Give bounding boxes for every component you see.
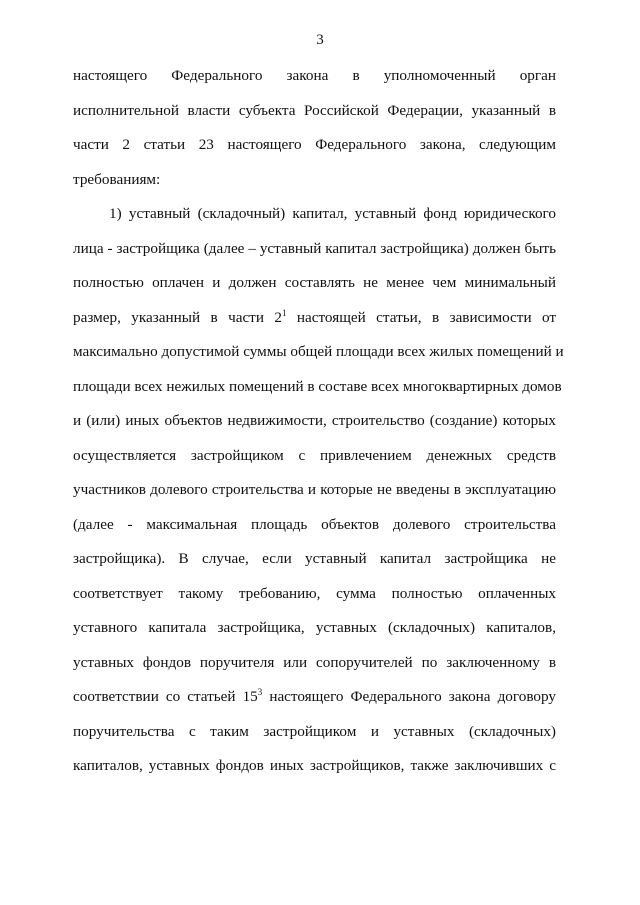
text-line-main: застройщика). В случае, если уставный капитал застройщика не [73, 550, 556, 567]
text-line [73, 409, 556, 444]
text-line-continuation: настоящей статьи, в зависимости от [286, 308, 557, 326]
text-line [73, 513, 556, 548]
text-line-main: требованиям: [73, 170, 161, 188]
text-line-main: площади всех нежилых помещений в составе всех многоквартирных домов [73, 377, 562, 395]
superscript-index: 3 [257, 687, 263, 697]
text-line [73, 685, 556, 720]
text-line [73, 375, 562, 410]
text-line-main: (далее - максимальная площадь объектов долевого строительства [73, 515, 556, 533]
text-line [73, 237, 556, 272]
text-line-main: и (или) иных объектов недвижимости, строительство (создание) которых [73, 412, 556, 429]
text-line [73, 340, 564, 375]
text-line [73, 582, 556, 617]
text-line [73, 306, 556, 341]
text-line-main: уставного капитала застройщика, уставных (складочных) капиталов, [73, 619, 556, 636]
text-line [73, 444, 556, 479]
text-line-main: настоящего Федерального закона в уполномоченный орган [73, 67, 556, 84]
text-line [73, 133, 556, 168]
text-line [73, 271, 556, 306]
text-line-main: исполнительной власти субъекта Российской Федерации, указанный в [73, 101, 556, 119]
text-line [73, 202, 556, 237]
text-line [73, 64, 556, 99]
text-line [73, 99, 556, 134]
text-line-main: максимально допустимой суммы общей площади всех жилых помещений и [73, 343, 564, 360]
text-line-main: размер, указанный в части 2 [73, 308, 282, 326]
text-line-main: соответствии со статьей 15 [73, 688, 258, 705]
text-line [73, 168, 556, 203]
text-line-main: части 2 статьи 23 настоящего Федерального закона, следующим [73, 136, 556, 153]
text-line [73, 754, 556, 789]
text-line-main: полностью оплачен и должен составлять не менее чем минимальный [73, 274, 556, 291]
text-line-main: участников долевого строительства и которые не введены в эксплуатацию [73, 481, 556, 498]
text-line-main: капиталов, уставных фондов иных застройщиков, также заключивших с [73, 757, 556, 774]
text-line [73, 478, 556, 513]
text-line-main: соответствует такому требованию, сумма полностью оплаченных [73, 584, 556, 602]
text-line-main: лица - застройщика (далее – уставный капитал застройщика) должен быть [73, 239, 556, 257]
text-line-main: поручительства с таким застройщиком и уставных (складочных) [73, 722, 556, 740]
text-line-main: 1) уставный (складочный) капитал, уставный фонд юридического [109, 205, 556, 222]
text-line [73, 651, 556, 686]
superscript-index: 1 [281, 307, 287, 318]
body-text [73, 64, 564, 789]
text-line [73, 547, 556, 582]
page-number: 3 [316, 32, 324, 48]
text-line-main: уставных фондов поручителя или сопоручителей по заключенному в [73, 653, 556, 671]
text-line-continuation: настоящего Федерального закона договору [262, 688, 556, 705]
text-line-main: осуществляется застройщиком с привлечением денежных средств [73, 446, 556, 464]
text-line [73, 720, 556, 755]
text-line [73, 616, 556, 651]
